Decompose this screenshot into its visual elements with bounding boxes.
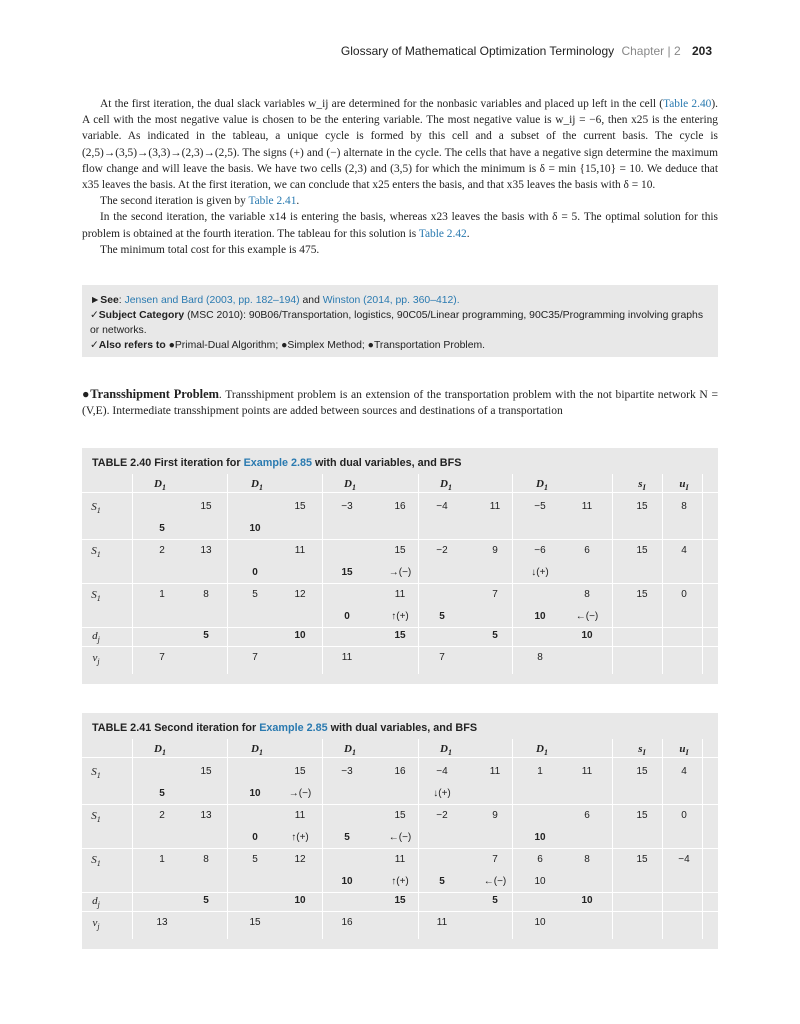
- grid-line: [132, 739, 133, 939]
- cost-cell: 6: [537, 854, 543, 865]
- cost-cell: −3: [341, 501, 353, 512]
- column-header: $D_1$: [344, 478, 356, 493]
- cost-cell: 4: [681, 766, 687, 777]
- page-number: 203: [691, 44, 712, 58]
- cost-cell: −4: [436, 501, 448, 512]
- flow-cell: 10: [534, 876, 546, 887]
- para1-rest: ). A cell with the most negative value is chosen to be the entering variable. The most negative value is w_ij = −6, then x25 is the entering variable. As indicated in the tableau, a unique cycle is formed by this cell and a subset of the current basis. The cycle is (2,5)→(3,5)→(3,3)→(2,3)→(2,5). The signs (+) and (−) alternate in the cycle. The cells that have a negative sign determine the maximum flow change and will leave the basis. We have two cells (2,3) and (3,5) for which the minimum is δ = min {15,10} = 10. We deduce that x35 leaves the basis. At the first iteration, we can conclude that x25 enters the basis, and that x35 leaves the basis with δ = 10.: [82, 98, 718, 192]
- cost-cell: −3: [341, 766, 353, 777]
- cost-cell: 15: [636, 501, 648, 512]
- cost-cell: 9: [492, 810, 498, 821]
- paragraph-3: In the second iteration, the variable x14 is entering the basis, whereas x23 leaves the basis with δ = 5. The optimal solution for this problem is obtained at the fourth iteration. The tableau for this solution is Table 2.42.: [82, 211, 718, 240]
- transshipment-paragraph: [82, 386, 718, 420]
- row-label: $S_1$: [91, 589, 101, 604]
- flow-cell: ↑(+): [291, 832, 309, 843]
- demand-label: $d_j$: [92, 630, 100, 645]
- cost-cell: 13: [200, 545, 212, 556]
- see-label: See: [100, 295, 119, 306]
- cost-cell: −2: [436, 810, 448, 821]
- cost-cell: 8: [584, 589, 590, 600]
- cost-cell: 8: [203, 854, 209, 865]
- column-header: $D_1$: [251, 743, 263, 758]
- row-label: $S_1$: [91, 854, 101, 869]
- grid-line: [418, 739, 419, 939]
- header-title: Glossary of Mathematical Optimization Terminology: [340, 44, 615, 58]
- cost-cell: 11: [394, 854, 406, 865]
- flow-cell: →(−): [288, 788, 312, 799]
- running-header: [341, 44, 712, 58]
- demand-cell: 5: [203, 630, 209, 641]
- cost-cell: 11: [394, 589, 406, 600]
- cost-cell: 11: [294, 545, 306, 556]
- cost-cell: 15: [294, 766, 306, 777]
- cost-cell: 16: [394, 501, 406, 512]
- row-label: $S_1$: [91, 810, 101, 825]
- cost-cell: 6: [584, 545, 590, 556]
- para2-text: The second iteration is given by: [100, 195, 249, 208]
- demand-label: $d_j$: [92, 895, 100, 910]
- grid-line: [322, 474, 323, 674]
- column-header: $D_1$: [536, 478, 548, 493]
- grid-line: [322, 739, 323, 939]
- flow-cell: 10: [341, 876, 353, 887]
- demand-cell: 5: [492, 895, 498, 906]
- grid-line: [82, 539, 718, 540]
- cost-cell: 15: [636, 810, 648, 821]
- cost-cell: 1: [537, 766, 543, 777]
- column-header: $s_I$: [638, 478, 646, 493]
- demand-cell: 10: [294, 630, 306, 641]
- grid-line: [227, 474, 228, 674]
- column-header: $D_1$: [440, 478, 452, 493]
- grid-line: [82, 804, 718, 805]
- subject-line: ✓Subject Category (MSC 2010): 90B06/Transportation, logistics, 90C05/Linear programming, 90C35/Programming involving graphs or networks.: [90, 310, 704, 336]
- transshipment-term: ●Transshipment Problem: [82, 387, 219, 401]
- cost-cell: 1: [159, 589, 165, 600]
- cost-cell: 5: [252, 589, 258, 600]
- demand-cell: 15: [394, 895, 406, 906]
- grid-line: [418, 474, 419, 674]
- column-header: $D_1$: [344, 743, 356, 758]
- cost-cell: 5: [252, 854, 258, 865]
- table-2-40-caption: [82, 448, 718, 477]
- paragraph-2: The second iteration is given by Table 2.41.: [100, 195, 300, 208]
- flow-cell: 5: [159, 788, 165, 799]
- grid-line: [612, 739, 613, 939]
- column-header: $D_1$: [154, 743, 166, 758]
- grid-line: [702, 474, 703, 674]
- cost-cell: −6: [534, 545, 546, 556]
- row-label: $S_1$: [91, 545, 101, 560]
- grid-line: [82, 911, 718, 912]
- flow-cell: →(−): [388, 567, 412, 578]
- see-box: [82, 285, 718, 357]
- para1-text: At the first iteration, the dual slack variables w_ij are determined for the nonbasic variables and placed up left in the cell (: [100, 98, 664, 110]
- grid-line: [512, 739, 513, 939]
- also-text: ●Primal-Dual Algorithm; ●Simplex Method; ●Transportation Problem.: [168, 340, 486, 351]
- table-2-41-caption: [82, 713, 718, 742]
- cost-cell: 15: [636, 545, 648, 556]
- cost-cell: 7: [492, 589, 498, 600]
- demand-cell: 5: [492, 630, 498, 641]
- flow-cell: 15: [341, 567, 353, 578]
- flow-cell: 0: [252, 567, 258, 578]
- paragraph-4: The minimum total cost for this example is 475.: [100, 243, 320, 256]
- row-label: $S_1$: [91, 766, 101, 781]
- winston-link[interactable]: Winston (2014, pp. 360–412).: [322, 295, 460, 306]
- caption-pre: TABLE 2.41 Second iteration for: [92, 722, 260, 734]
- v-cell: 7: [439, 652, 445, 663]
- demand-cell: 5: [203, 895, 209, 906]
- header-chapter: Chapter | 2: [621, 44, 681, 58]
- also-line: ✓Also refers to ●Primal-Dual Algorithm; ●Simplex Method; ●Transportation Problem.: [90, 340, 486, 351]
- flow-cell: 5: [439, 611, 445, 622]
- column-header: $u_I$: [679, 478, 689, 493]
- cost-cell: −2: [436, 545, 448, 556]
- grid-line: [82, 492, 718, 493]
- subject-text: (MSC 2010): 90B06/Transportation, logistics, 90C05/Linear programming, 90C35/Programming involving graphs or networks.: [90, 310, 704, 336]
- v-cell: 16: [341, 917, 353, 928]
- cost-cell: 15: [636, 589, 648, 600]
- flow-cell: 10: [249, 523, 261, 534]
- flow-cell: 5: [159, 523, 165, 534]
- grid-line: [662, 474, 663, 674]
- example-2-85-link[interactable]: Example 2.85: [243, 457, 313, 469]
- cost-cell: 4: [681, 545, 687, 556]
- cost-cell: 0: [681, 810, 687, 821]
- cost-cell: 0: [681, 589, 687, 600]
- flow-cell: ←(−): [388, 832, 412, 843]
- flow-cell: 0: [252, 832, 258, 843]
- cost-cell: −5: [534, 501, 546, 512]
- column-header: $D_1$: [536, 743, 548, 758]
- caption-pre: TABLE 2.40 First iteration for: [92, 457, 244, 469]
- column-header: $s_I$: [638, 743, 646, 758]
- paragraph-1: [82, 96, 718, 193]
- column-header: $D_1$: [154, 478, 166, 493]
- cost-cell: 2: [159, 810, 165, 821]
- demand-cell: 10: [581, 630, 593, 641]
- v-cell: 10: [534, 917, 546, 928]
- cost-cell: −4: [436, 766, 448, 777]
- flow-cell: ↑(+): [391, 611, 409, 622]
- flow-cell: ←(−): [575, 611, 599, 622]
- table-2-40: [82, 448, 718, 684]
- flow-cell: ←(−): [483, 876, 507, 887]
- cost-cell: 8: [584, 854, 590, 865]
- see-and: and: [302, 295, 320, 306]
- v-cell: 7: [252, 652, 258, 663]
- transshipment-text: . Transshipment problem is an extension of the transportation problem with the not bipartite network N = (V,E). Intermediate transshipment points are added between sources and destinations of a transportation: [82, 388, 718, 418]
- body-text: [82, 96, 718, 258]
- column-header: $u_I$: [679, 743, 689, 758]
- cost-cell: 12: [294, 854, 306, 865]
- cost-cell: 15: [394, 545, 406, 556]
- grid-line: [82, 892, 718, 893]
- cost-cell: 9: [492, 545, 498, 556]
- caption-post: with dual variables, and BFS: [312, 457, 462, 469]
- grid-line: [512, 474, 513, 674]
- v-label: $v_j$: [92, 652, 100, 667]
- cost-cell: 15: [636, 766, 648, 777]
- grid-line: [227, 739, 228, 939]
- cost-cell: 15: [200, 501, 212, 512]
- cost-cell: 1: [159, 854, 165, 865]
- demand-cell: 10: [294, 895, 306, 906]
- cost-cell: 15: [394, 810, 406, 821]
- v-cell: 11: [436, 917, 448, 928]
- demand-cell: 15: [394, 630, 406, 641]
- cost-cell: 11: [294, 810, 306, 821]
- para3-text: In the second iteration, the variable x14 is entering the basis, whereas x23 leaves the basis with δ = 5. The optimal solution for this problem is obtained at the fourth iteration. The tableau for this solution is: [82, 211, 718, 240]
- cost-cell: 11: [581, 766, 593, 777]
- grid-line: [662, 739, 663, 939]
- flow-cell: 10: [534, 832, 546, 843]
- cost-cell: 2: [159, 545, 165, 556]
- table-2-41-link[interactable]: Table 2.41: [248, 195, 297, 208]
- grid-line: [132, 474, 133, 674]
- cost-cell: 16: [394, 766, 406, 777]
- cost-cell: 11: [489, 501, 501, 512]
- grid-line: [82, 757, 718, 758]
- flow-cell: ↓(+): [531, 567, 549, 578]
- grid-line: [82, 848, 718, 849]
- flow-cell: 5: [439, 876, 445, 887]
- column-header: $D_1$: [251, 478, 263, 493]
- flow-cell: ↑(+): [391, 876, 409, 887]
- grid-line: [82, 583, 718, 584]
- cost-cell: 8: [203, 589, 209, 600]
- example-2-85-link[interactable]: Example 2.85: [259, 722, 328, 734]
- grid-line: [702, 739, 703, 939]
- cost-cell: −4: [678, 854, 690, 865]
- see-line: ►See: Jensen and Bard (2003, pp. 182–194) and Winston (2014, pp. 360–412).: [90, 295, 460, 306]
- flow-cell: ↓(+): [433, 788, 451, 799]
- table-2-41: [82, 713, 718, 949]
- cost-cell: 15: [294, 501, 306, 512]
- cost-cell: 7: [492, 854, 498, 865]
- cost-cell: 15: [200, 766, 212, 777]
- column-header: $D_1$: [440, 743, 452, 758]
- row-label: $S_1$: [91, 501, 101, 516]
- subject-label: Subject Category: [98, 310, 185, 321]
- cost-cell: 11: [489, 766, 501, 777]
- table-2-42-link[interactable]: Table 2.42: [418, 227, 467, 240]
- flow-cell: 10: [534, 611, 546, 622]
- also-label: Also refers to: [98, 340, 166, 351]
- cost-cell: 15: [636, 854, 648, 865]
- cost-cell: 13: [200, 810, 212, 821]
- cost-cell: 11: [581, 501, 593, 512]
- flow-cell: 0: [344, 611, 350, 622]
- cost-cell: 6: [584, 810, 590, 821]
- jensen-link[interactable]: Jensen and Bard (2003, pp. 182–194): [124, 295, 300, 306]
- grid-line: [82, 627, 718, 628]
- cost-cell: 8: [681, 501, 687, 512]
- cost-cell: 12: [294, 589, 306, 600]
- flow-cell: 5: [344, 832, 350, 843]
- v-cell: 11: [341, 652, 353, 663]
- table-2-40-link[interactable]: Table 2.40: [663, 98, 712, 110]
- flow-cell: 10: [249, 788, 261, 799]
- v-cell: 13: [156, 917, 168, 928]
- demand-cell: 10: [581, 895, 593, 906]
- grid-line: [612, 474, 613, 674]
- v-label: $v_j$: [92, 917, 100, 932]
- grid-line: [82, 646, 718, 647]
- caption-post: with dual variables, and BFS: [327, 722, 478, 734]
- v-cell: 7: [159, 652, 165, 663]
- v-cell: 15: [249, 917, 261, 928]
- v-cell: 8: [537, 652, 543, 663]
